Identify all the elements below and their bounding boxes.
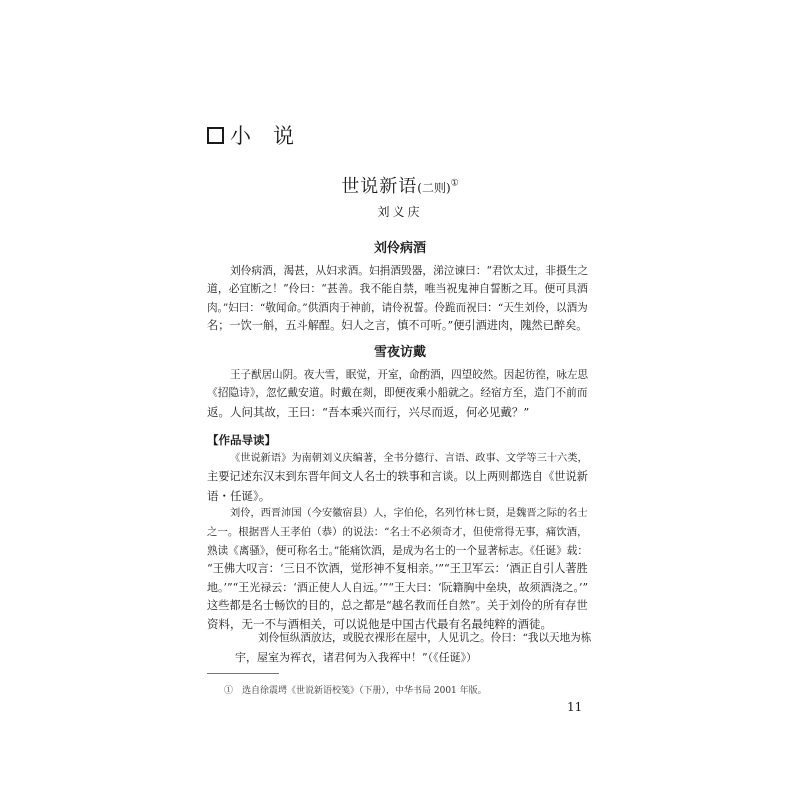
square-box-icon xyxy=(207,127,224,144)
text-line: 道，必宜断之！”伶曰：“甚善。我不能自禁，唯当祝鬼神自誓断之耳。便可具酒 xyxy=(207,282,588,296)
quote-block xyxy=(235,628,595,668)
text-line: 刘伶病酒，渴甚，从妇求酒。妇捐酒毁器，涕泣谏曰：“君饮太过，非摄生之 xyxy=(230,264,589,277)
text-line: 刘伶，西晋沛国（今安徽宿县）人，字伯伦，名列竹林七贤，是魏晋之际的名士 xyxy=(230,508,588,519)
quote-line: 宇，屋室为裈衣，诸君何为入我裈中！”（《任诞》） xyxy=(235,651,478,664)
footnote-divider xyxy=(207,673,279,674)
story2-heading: 雪夜访戴 xyxy=(373,345,426,360)
guide-paragraph-2 xyxy=(207,505,592,634)
text-line: 返。人问其故，王曰：“吾本乘兴而行，兴尽而返，何必见戴？” xyxy=(207,404,530,419)
text-line: 语・任诞》。 xyxy=(207,488,271,503)
section-title xyxy=(230,120,294,150)
title-subtitle: (二则) xyxy=(417,181,451,195)
text-line: 之一。根据晋人王孝伯（恭）的说法：“名士不必须奇才，但使常得无事，痛饮酒， xyxy=(207,526,588,539)
story1-heading: 刘伶病酒 xyxy=(373,241,426,256)
text-line: 熟读《离骚》，便可称名士。”能痛饮酒，是成为名士的一个显著标志。《任诞》载： xyxy=(207,544,588,557)
text-line: 名；一饮一斛，五斗解酲。妇人之言，慎不可听。”便引酒进肉，隗然已醉矣。 xyxy=(207,319,588,333)
text-line: “王佛大叹言：‘三日不饮酒，觉形神不复相亲。’”“王卫军云：‘酒正自引人著胜 xyxy=(207,562,588,576)
text-line: 地。’”“王光禄云：‘酒正使人人自远。’”“王大曰：‘阮籍胸中垒块，故须酒浇之。’” xyxy=(207,580,589,594)
footnote-marker[interactable]: ① xyxy=(450,178,459,189)
text-line: 《世说新语》为南朝刘义庆编著，全书分德行、言语、政事、文学等三十六类， xyxy=(230,453,588,464)
section-heading xyxy=(207,120,294,150)
work-title xyxy=(0,172,800,198)
main-title: 世说新语 xyxy=(341,176,418,197)
story2-text xyxy=(207,366,592,421)
text-line: 这些都是名士畅饮的目的，总之都是“越名教而任自然”。关于刘伶的所有存世 xyxy=(207,598,588,612)
section-label-2: 说 xyxy=(273,124,294,148)
story1-text xyxy=(207,262,592,336)
page-number: 11 xyxy=(567,700,583,714)
section-label-1: 小 xyxy=(230,124,251,148)
guide-label: 【作品导读】 xyxy=(207,433,276,447)
text-line: 肉。”妇曰：“敬闻命。”供酒肉于神前，请伶祝誓。伶跪而祝曰：“天生刘伶，以酒为 xyxy=(207,301,588,314)
text-line: 主要记述东汉末到东晋年间文人名士的轶事和言谈。以上两则都选自《世说新 xyxy=(207,470,588,484)
author-name: 刘义庆 xyxy=(377,205,423,219)
text-line: 王子猷居山阴。夜大雪，眠觉，开室，命酌酒，四望皎然。因起彷徨，咏左思 xyxy=(230,369,589,381)
quote-line: 刘伶恒纵酒放达，或脱衣裸形在屋中，人见讥之。伶曰：“我以天地为栋 xyxy=(258,632,592,644)
guide-paragraph-1 xyxy=(207,450,592,505)
text-line: 《招隐诗》，忽忆戴安道。时戴在剡，即便夜乘小船就之。经宿方至，造门不前而 xyxy=(207,386,588,400)
footnote: ① 选自徐震堮《世说新语校笺》（下册），中华书局 2001 年版。 xyxy=(224,686,487,696)
text-line: 资料，无一不与酒相关，可以说他是中国古代最有名最纯粹的酒徒。 xyxy=(207,617,552,632)
